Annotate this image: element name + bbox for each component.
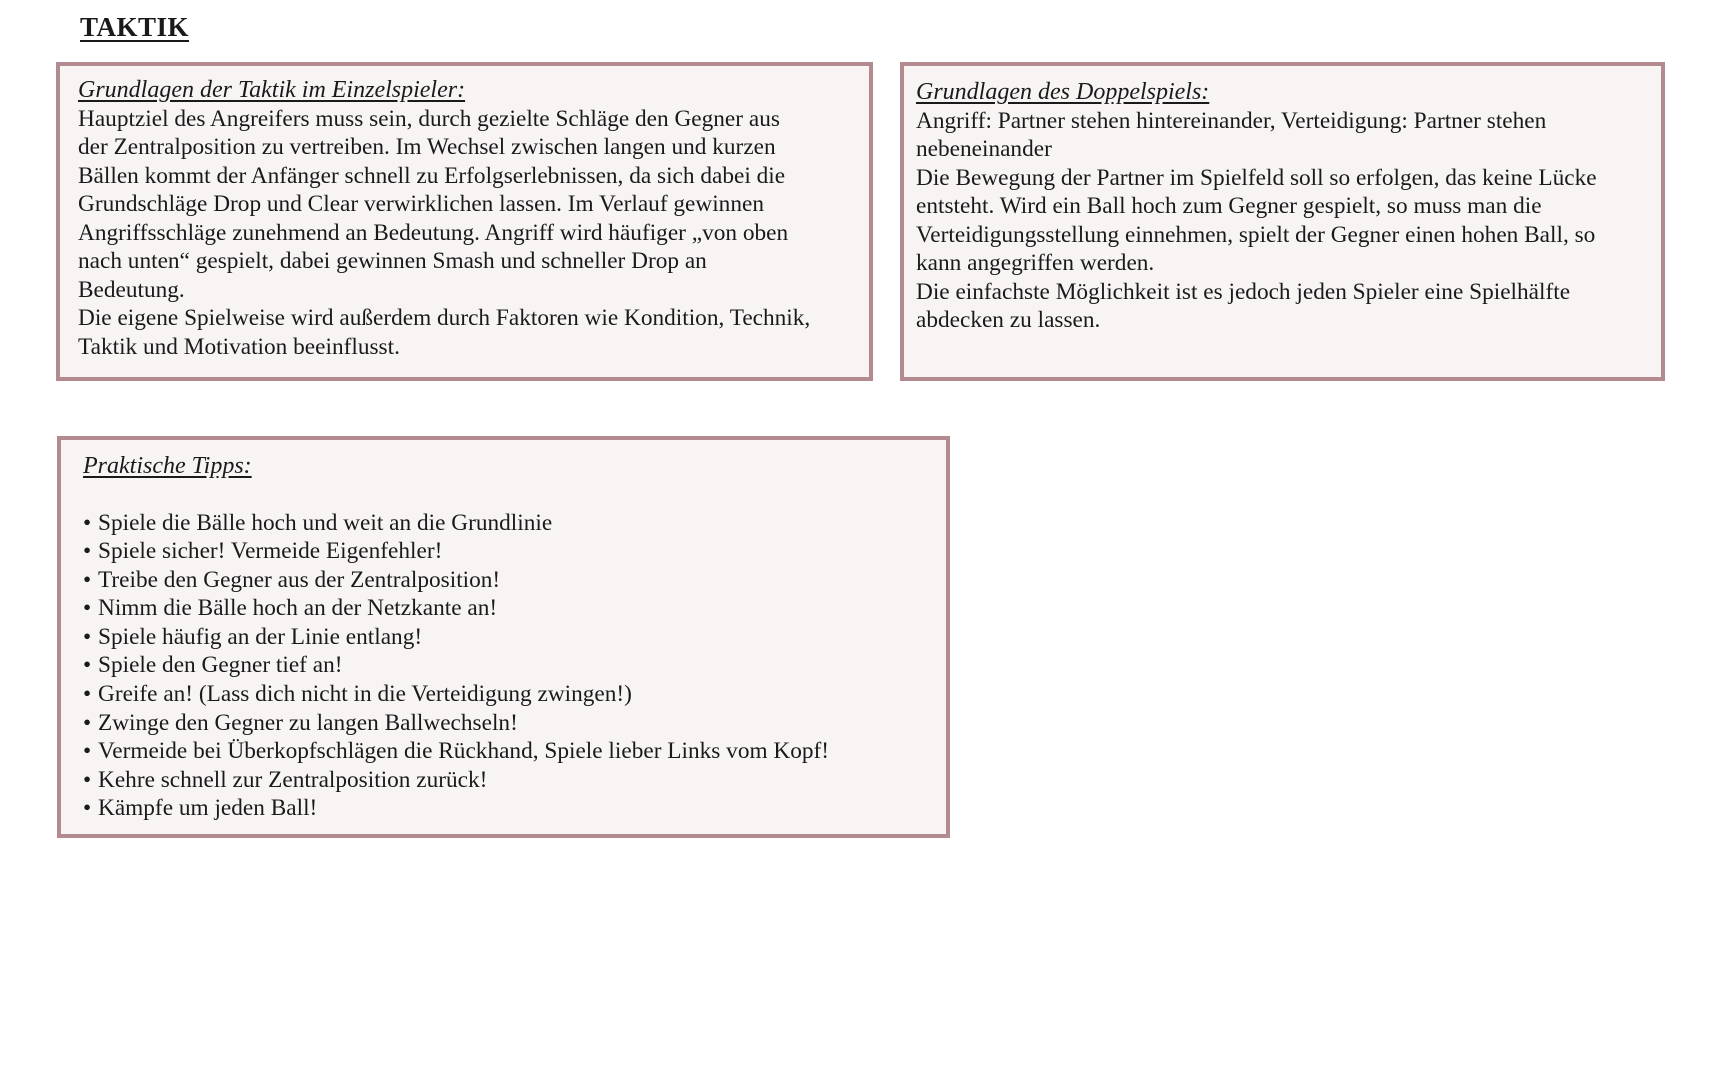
text-line: nach unten“ gespielt, dabei gewinnen Smash und schneller Drop an xyxy=(78,248,707,274)
tip-item: • Spiele sicher! Vermeide Eigenfehler! xyxy=(83,537,934,566)
text-line: Angriff: Partner stehen hintereinander, Verteidigung: Partner stehen xyxy=(916,107,1547,134)
practical-tips-box xyxy=(57,436,950,838)
page-title: TAKTIK xyxy=(80,12,190,42)
text-line: abdecken zu lassen. xyxy=(916,307,1101,333)
tip-item: • Treibe den Gegner aus der Zentralposition! xyxy=(83,566,934,595)
tip-item: • Vermeide bei Überkopfschlägen die Rückhand, Spiele lieber Links vom Kopf! xyxy=(83,737,934,766)
text-line: Die Bewegung der Partner im Spielfeld soll so erfolgen, das keine Lücke xyxy=(916,164,1597,191)
text-line: Taktik und Motivation beeinflusst. xyxy=(78,333,400,360)
tip-item: • Nimm die Bälle hoch an der Netzkante an! xyxy=(83,594,934,623)
text-line: kann angegriffen werden. xyxy=(916,250,1155,276)
tip-item: • Greife an! (Lass dich nicht in die Verteidigung zwingen!) xyxy=(83,680,934,709)
double-tactics-heading: Grundlagen des Doppelspiels: xyxy=(916,79,1210,105)
double-tactics-box xyxy=(900,62,1665,381)
text-line: Bällen kommt der Anfänger schnell zu Erfolgserlebnissen, da sich dabei die xyxy=(78,162,786,189)
single-tactics-text xyxy=(78,105,857,362)
practical-tips-heading: Praktische Tipps: xyxy=(83,453,252,479)
text-line: Grundschläge Drop und Clear verwirklichen lassen. Im Verlauf gewinnen xyxy=(78,191,764,217)
tip-item: • Kehre schnell zur Zentralposition zurück! xyxy=(83,766,934,795)
text-line: Hauptziel des Angreifers muss sein, durch gezielte Schläge den Gegner aus xyxy=(78,105,780,132)
double-tactics-text xyxy=(916,107,1649,335)
single-tactics-heading: Grundlagen der Taktik im Einzelspieler: xyxy=(78,77,466,103)
text-line: Die eigene Spielweise wird außerdem durch Faktoren wie Kondition, Technik, xyxy=(78,305,811,331)
text-line: nebeneinander xyxy=(916,136,1052,162)
text-line: Verteidigungsstellung einnehmen, spielt der Gegner einen hohen Ball, so xyxy=(916,221,1596,248)
tip-item: • Kämpfe um jeden Ball! xyxy=(83,794,934,823)
tip-item: • Spiele die Bälle hoch und weit an die Grundlinie xyxy=(83,509,934,538)
tip-item: • Spiele den Gegner tief an! xyxy=(83,651,934,680)
text-line: Angriffsschläge zunehmend an Bedeutung. Angriff wird häufiger „von oben xyxy=(78,219,789,246)
text-line: der Zentralposition zu vertreiben. Im Wechsel zwischen langen und kurzen xyxy=(78,134,776,160)
text-line: Die einfachste Möglichkeit ist es jedoch jeden Spieler eine Spielhälfte xyxy=(916,278,1571,305)
single-tactics-box xyxy=(56,62,873,381)
text-line: entsteht. Wird ein Ball hoch zum Gegner gespielt, so muss man die xyxy=(916,193,1542,219)
tips-list xyxy=(83,509,934,824)
tip-item: • Zwinge den Gegner zu langen Ballwechseln! xyxy=(83,709,934,738)
tip-item: • Spiele häufig an der Linie entlang! xyxy=(83,623,934,652)
text-line: Bedeutung. xyxy=(78,276,185,303)
